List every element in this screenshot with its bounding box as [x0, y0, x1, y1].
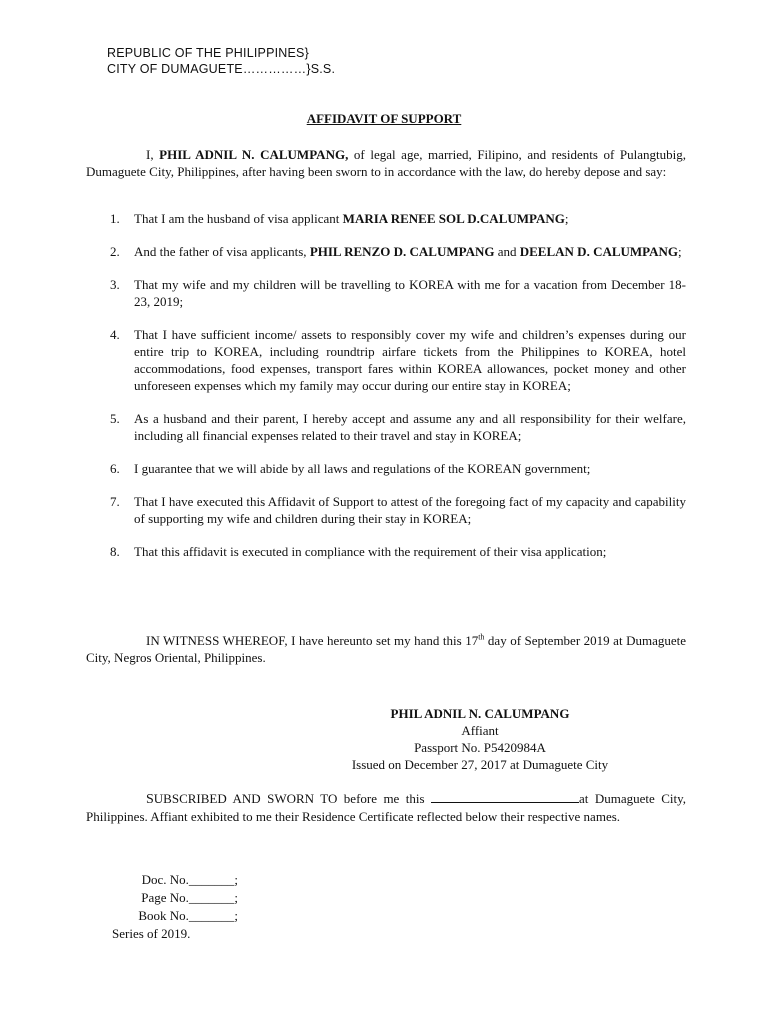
- notary-block: [112, 871, 238, 943]
- signature-name: PHIL ADNIL N. CALUMPANG: [390, 706, 570, 721]
- list-item: 1. That I am the husband of visa applicant MARIA RENEE SOL D.CALUMPANG;: [110, 211, 569, 226]
- document-title: AFFIDAVIT OF SUPPORT: [306, 111, 462, 126]
- passport-issued: Issued on December 27, 2017 at Dumaguete City: [351, 757, 609, 772]
- book-number: Book No._______;: [138, 908, 238, 923]
- list-item: 5. As a husband and their parent, I hereby accept and assume any and all responsibility for their welfare, including all financial expenses related to their travel and stay in KOREA;: [110, 411, 686, 443]
- list-item: 3. That my wife and my children will be travelling to KOREA with me for a vacation from December 18-23, 2019;: [110, 277, 686, 309]
- doc-number: Doc. No._______;: [141, 872, 238, 887]
- signature-role: Affiant: [461, 723, 499, 738]
- affiant-name: PHIL ADNIL N. CALUMPANG,: [159, 147, 349, 162]
- page-number: Page No._______;: [141, 890, 238, 905]
- subscribed-paragraph: SUBSCRIBED AND SWORN TO before me this at Dumaguete City, Philippines. Affiant exhibited to me their Residence Certificate reflected below their respective names.: [86, 791, 686, 824]
- list-item: 7. That I have executed this Affidavit of Support to attest of the foregoing fact of my capacity and capability of supporting my wife and children during their stay in KOREA;: [110, 494, 686, 526]
- passport-number: Passport No. P5420984A: [414, 740, 546, 755]
- list-item: 2. And the father of visa applicants, PHIL RENZO D. CALUMPANG and DEELAN D. CALUMPANG;: [110, 244, 682, 259]
- series-year: Series of 2019.: [112, 926, 191, 941]
- date-blank-line: [431, 791, 579, 803]
- list-item: 6. I guarantee that we will abide by all laws and regulations of the KOREAN government;: [110, 461, 591, 476]
- header-republic: REPUBLIC OF THE PHILIPPINES}: [107, 46, 309, 60]
- witness-paragraph: IN WITNESS WHEREOF, I have hereunto set my hand this 17th day of September 2019 at Dumaguete City, Negros Oriental, Philippines.: [86, 632, 686, 665]
- intro-paragraph: I, PHIL ADNIL N. CALUMPANG, of legal age, married, Filipino, and residents of Pulangtubig, Dumaguete City, Philippines, after having been sworn to in accordance with the law, do hereby depose and say:: [86, 147, 686, 179]
- statement-list: [110, 210, 686, 560]
- header-city: CITY OF DUMAGUETE……………}S.S.: [107, 62, 336, 76]
- list-item: 8. That this affidavit is executed in compliance with the requirement of their visa application;: [110, 544, 607, 559]
- list-item: 4. That I have sufficient income/ assets to responsibly cover my wife and children’s expenses during our entire trip to KOREA, including roundtrip airfare tickets from the Philippines to KOREA, hotel accommodations, food expenses, transport fares within KOREA allowances, pocket money and other unforeseen expenses which my family may occur during our entire stay in KOREA;: [110, 327, 686, 393]
